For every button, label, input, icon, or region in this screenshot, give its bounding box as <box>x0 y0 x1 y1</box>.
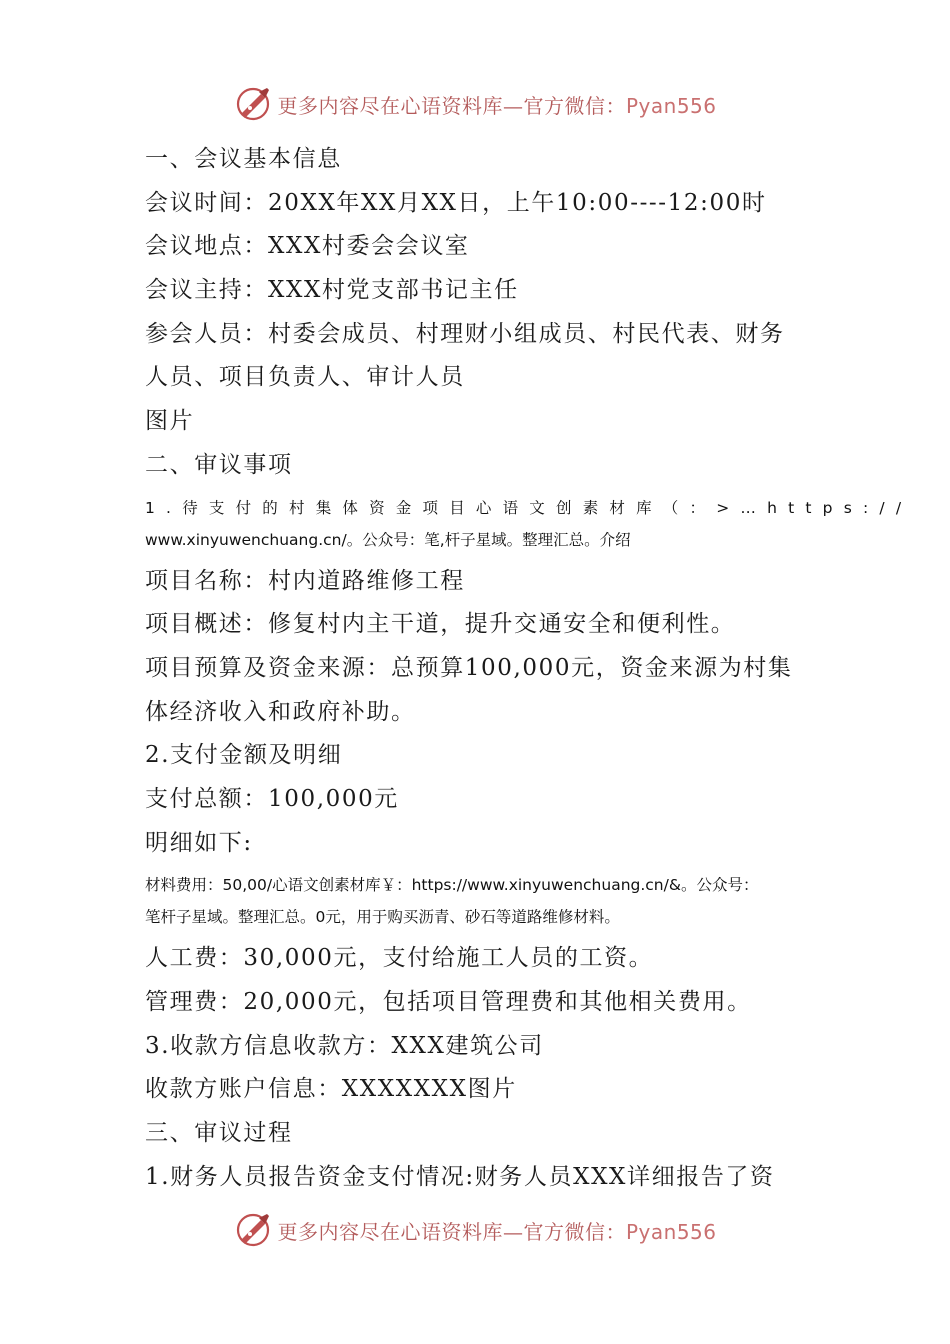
banner-wechat-id: Pyan556 <box>625 1219 717 1244</box>
item-1-line-1: 1.待支付的村集体资金项目心语文创素材库（：>…https:// <box>145 498 913 517</box>
project-budget-line-1: 项目预算及资金来源：总预算100,000元，资金来源为村集 <box>145 654 793 681</box>
document-body <box>145 138 913 1199</box>
labor-cost: 人工费：30,000元，支付给施工人员的工资。 <box>145 945 654 972</box>
footer-banner <box>0 1208 950 1252</box>
item-1-line-2: www.xinyuwenchuang.cn/。公众号：笔,杆子星域。整理汇总。介绍 <box>145 530 631 549</box>
payee-info: 3.收款方信息收款方：XXX建筑公司 <box>145 1032 544 1059</box>
image-placeholder-text: 图片 <box>145 408 195 435</box>
section-heading-review-process: 三、审议过程 <box>145 1120 293 1147</box>
pen-nib-logo-icon <box>233 84 273 124</box>
banner-text <box>277 90 716 119</box>
project-budget-line-2: 体经济收入和政府补助。 <box>145 698 416 725</box>
payment-total: 支付总额：100,000元 <box>145 785 399 812</box>
meeting-time: 会议时间：20XX年XX月XX日，上午10:00----12:00时 <box>145 189 767 216</box>
attendees-line-2: 人员、项目负责人、审计人员 <box>145 364 465 391</box>
management-cost: 管理费：20,000元，包括项目管理费和其他相关费用。 <box>145 989 752 1015</box>
banner-wechat-id: Pyan556 <box>625 93 717 118</box>
meeting-location: 会议地点：XXX村委会会议室 <box>145 233 470 260</box>
project-name: 项目名称：村内道路维修工程 <box>145 567 465 594</box>
payee-account: 收款方账户信息：XXXXXXX图片 <box>145 1076 517 1103</box>
material-cost-line-2: 笔杆子星域。整理汇总。0元，用于购买沥青、砂石等道路维修材料。 <box>145 908 620 927</box>
banner-cn-text: 更多内容尽在心语资料库—官方微信： <box>277 93 626 118</box>
project-overview: 项目概述：修复村内主干道，提升交通安全和便利性。 <box>145 611 736 638</box>
header-banner <box>0 82 950 126</box>
details-label: 明细如下: <box>145 829 253 856</box>
banner-text <box>277 1216 716 1245</box>
section-heading-review-items: 二、审议事项 <box>145 451 293 478</box>
payment-details-heading: 2.支付金额及明细 <box>145 742 343 769</box>
meeting-host: 会议主持：XXX村党支部书记主任 <box>145 277 519 304</box>
material-cost-line-1: 材料费用：50,00/心语文创素材库￥：https://www.xinyuwenchuang.cn/&。公众号： <box>145 876 759 895</box>
banner-cn-text: 更多内容尽在心语资料库—官方微信： <box>277 1219 626 1244</box>
finance-report: 1.财务人员报告资金支付情况:财务人员XXX详细报告了资 <box>145 1163 775 1190</box>
section-heading-basic-info: 一、会议基本信息 <box>145 146 342 172</box>
attendees-line-1: 参会人员：村委会成员、村理财小组成员、村民代表、财务 <box>145 320 785 347</box>
pen-nib-logo-icon <box>233 1210 273 1250</box>
